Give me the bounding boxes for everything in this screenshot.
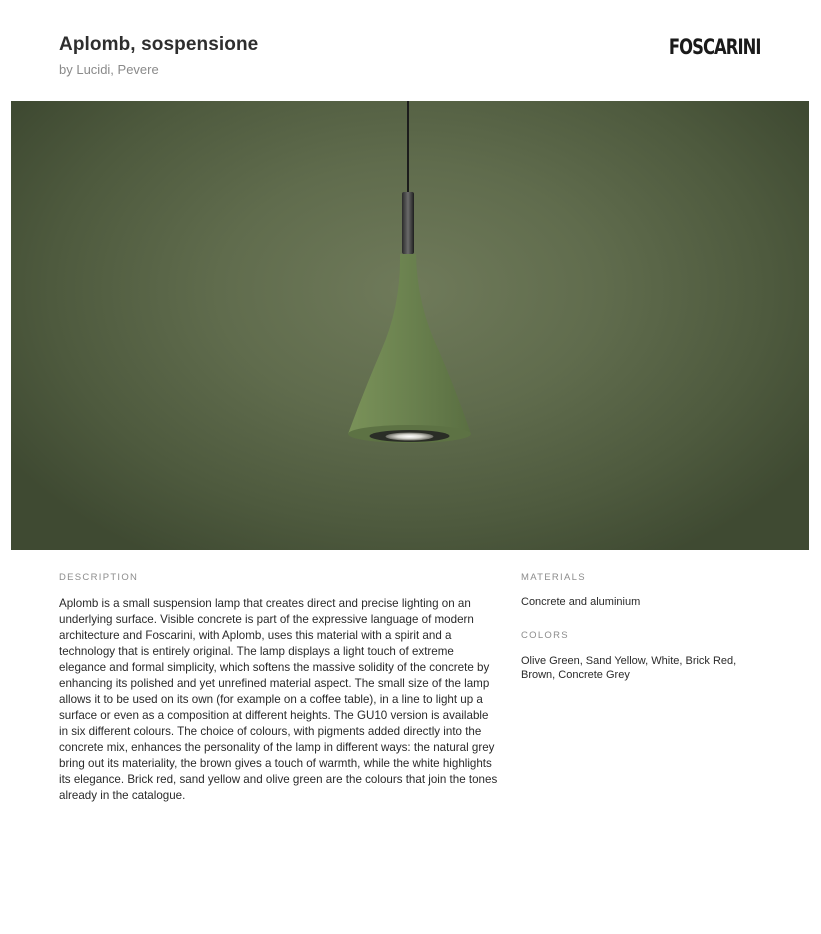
socket: [402, 192, 414, 254]
specs-section: [521, 572, 751, 682]
brand-logo[interactable]: FOSCARINI: [669, 35, 761, 59]
description-section: [59, 572, 499, 804]
description-text: Aplomb is a small suspension lamp that creates direct and precise lighting on an underlying surface. Visible concrete is part of the expressive language of modern architecture and Foscarini, with Aplomb, uses this material with a spirit and a technology that is entirely original. The lamp displays a light touch of extreme elegance and formal simplicity, which softens the massive solidity of the concrete by enhancing its polished and yet unrefined material aspect. The small size of the lamp allows it to be used on its own (for example on a coffee table), in a line to light up a surface or even as a composition at different heights. The GU10 version is available in six different colours. The choice of colours, with pigments added directly into the concrete mix, enhances the personality of the lamp in different ways: the natural grey bring out its materiality, the brown gives a touch of warmth, while the white highlights its elegance. Brick red, sand yellow and olive green are the colours that join the tones already in the catalogue.: [59, 597, 498, 802]
product-image: [11, 101, 809, 550]
materials-value: Concrete and aluminium: [521, 596, 641, 608]
materials-label: MATERIALS: [521, 572, 586, 583]
bulb: [386, 433, 434, 441]
pendant-lamp-illustration: [11, 101, 809, 550]
concrete-shade: [348, 254, 471, 434]
colors-label: COLORS: [521, 630, 569, 641]
product-designers: by Lucidi, Pevere: [59, 62, 159, 77]
product-title: Aplomb, sospensione: [59, 34, 259, 55]
description-label: DESCRIPTION: [59, 572, 139, 583]
colors-value: Olive Green, Sand Yellow, White, Brick Red, Brown, Concrete Grey: [521, 655, 737, 681]
product-header: [59, 34, 258, 77]
